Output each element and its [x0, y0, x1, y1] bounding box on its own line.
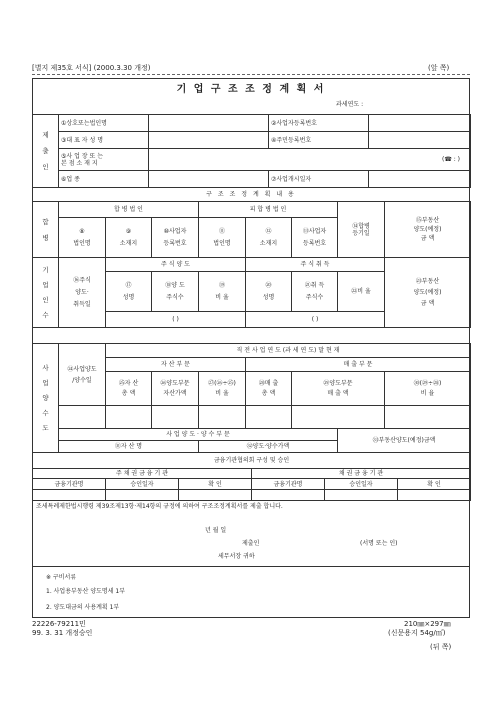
merged-corp-location: ⑫ 소재지	[246, 218, 292, 258]
consent-table	[32, 452, 471, 501]
signature-field[interactable]: (서명 또는 인)	[360, 540, 398, 547]
applicant-section-label: 제 출 인	[33, 115, 59, 188]
document-title: 기 업 구 조 조 정 계 획 서	[176, 84, 326, 95]
attachment-divider	[32, 566, 470, 567]
business-date-header: ㉔사업양도 /양수일	[59, 344, 106, 406]
attachment-item: 2. 양도대금의 사용계획 1부	[46, 604, 120, 611]
transfer-ratio: ⑲ 비 율	[199, 272, 246, 312]
recipient: 세무서장 귀하	[218, 553, 255, 560]
merger-realty-header: ⑮부동산 양도(예정) 금 액	[385, 202, 471, 258]
creditor-inst-name: 금융기관명	[252, 479, 325, 490]
lead-approval-date: 승인일자	[106, 479, 179, 490]
consent-title: 금융기관협의회 구성 및 승인	[33, 453, 471, 469]
submitter-label: 제출인	[242, 540, 260, 547]
merging-corp-location: ⑨ 소재지	[106, 218, 152, 258]
merger-section-label: 합 병	[33, 202, 59, 258]
date-line: 년 월 일	[205, 527, 227, 534]
business-table	[32, 343, 471, 453]
address-label: ⑤사 업 장 또 는 본 점 소 재 지	[59, 149, 149, 171]
form-code: 22226-79211민	[32, 620, 86, 628]
attachment-item: 1. 사업용부동산 양도명세 1부	[46, 588, 126, 595]
stock-table	[32, 257, 471, 328]
transfer-sales: ㉙양도부문 매 출 액	[292, 372, 385, 406]
merger-reg-date-header: ⑭합병 등기일	[338, 202, 385, 258]
acquire-shares: ㉑취 득 주식수	[292, 272, 338, 312]
stock-section-label: 기 업 인 수	[33, 258, 59, 328]
creditor-header: 채 권 금 융 기 관	[252, 469, 471, 479]
merging-corp-header: 합 병 법 인	[59, 202, 199, 218]
address-field[interactable]: (☎ : )	[149, 149, 471, 171]
paper-size: 210㎜×297㎜	[404, 620, 451, 628]
realty-amount-header: ㉝부동산양도(예정)금액	[338, 429, 471, 453]
total-assets: ㉕자 산 총 액	[106, 372, 152, 406]
transfer-shares: ⑱양 도 주식수	[152, 272, 199, 312]
stock-date-header: ⑯주식 양도· 취득일	[59, 258, 106, 328]
header-divider	[32, 74, 470, 75]
resident-no-label: ④주민등록번호	[269, 132, 369, 149]
company-name-label: ①상호또는법인명	[59, 115, 149, 132]
tax-year-label: 과세연도 :	[336, 101, 364, 108]
company-name-field[interactable]	[149, 115, 269, 132]
page-side: (앞 쪽)	[428, 64, 450, 72]
representative-field[interactable]	[149, 132, 269, 149]
industry-field[interactable]	[149, 171, 269, 188]
acquire-total-field[interactable]: ( )	[246, 312, 385, 328]
resident-no-field[interactable]	[369, 132, 471, 149]
prev-year-header: 직 전 사 업 연 도 (과 세 연 도) 말 현 재	[106, 344, 471, 358]
representative-label: ③대 표 자 성 명	[59, 132, 149, 149]
asset-amount-header: ㉜양도·양수가액	[199, 441, 338, 453]
total-sales: ㉘매 출 총 액	[246, 372, 292, 406]
merged-corp-name: ⑪ 법인명	[199, 218, 246, 258]
acquirer-name: ⑳ 성명	[246, 272, 292, 312]
asset-name-header: ㉛자 산 명	[59, 441, 199, 453]
lead-inst-name: 금융기관명	[33, 479, 106, 490]
transfer-asset-value: ㉖양도부문 자산가액	[152, 372, 199, 406]
transfer-part-header: 사 업 양 도 · 양 수 부 문	[59, 429, 338, 441]
plan-title-row	[32, 187, 470, 202]
sales-ratio: ㉚(㉙÷㉘) 비 율	[385, 372, 471, 406]
stock-acquire-header: 주 식 취 득	[246, 258, 385, 272]
creditor-confirm: 확 인	[398, 479, 471, 490]
attachments-title: ※ 구비서류	[46, 574, 77, 581]
lead-creditor-header: 주 채 권 금 융 기 관	[33, 469, 252, 479]
start-date-label: ⑦사업개시일자	[269, 171, 369, 188]
paper-spec: (신문용지 54g/㎡)	[388, 629, 446, 637]
stock-realty-header: ㉓부동산 양도(예정) 금 액	[385, 258, 471, 328]
stock-transfer-header: 주 식 양 도	[106, 258, 246, 272]
transfer-total-field[interactable]: ( )	[106, 312, 246, 328]
merging-corp-name: ⑧ 법인명	[59, 218, 106, 258]
approval-date: 99. 3. 31 개정승인	[32, 629, 93, 637]
transferor-name: ⑰ 성명	[106, 272, 152, 312]
merged-corp-header: 피 합 병 법 인	[199, 202, 338, 218]
applicant-table	[32, 114, 471, 188]
sales-part-header: 매 출 부 문	[246, 358, 471, 372]
merging-corp-reg: ⑩사업자 등록번호	[152, 218, 199, 258]
form-number: [별지 제35호 서식] (2000.3.30 개정)	[32, 64, 151, 72]
legal-statement: 조세특례제한법시행령 제39조제13항·제14항의 규정에 의하여 구조조정계획서를 제출 합니다.	[36, 503, 283, 510]
acquire-ratio: ㉒비 율	[338, 272, 385, 312]
merged-corp-reg: ⑬사업자 등록번호	[292, 218, 338, 258]
back-side: (뒤 쪽)	[430, 643, 452, 651]
business-section-label: 사 업 양 수 도	[33, 344, 59, 453]
creditor-approval-date: 승인일자	[325, 479, 398, 490]
merger-table	[32, 201, 471, 258]
plan-title: 구 조 조 정 계 획 내 용	[33, 188, 470, 202]
asset-ratio: ㉗(㉖÷㉕) 비 율	[199, 372, 246, 406]
lead-confirm: 확 인	[179, 479, 252, 490]
business-reg-label: ②사업자등록번호	[269, 115, 369, 132]
asset-part-header: 자 산 부 문	[106, 358, 246, 372]
business-reg-field[interactable]	[369, 115, 471, 132]
start-date-field[interactable]	[369, 171, 471, 188]
industry-label: ⑥업 종	[59, 171, 149, 188]
